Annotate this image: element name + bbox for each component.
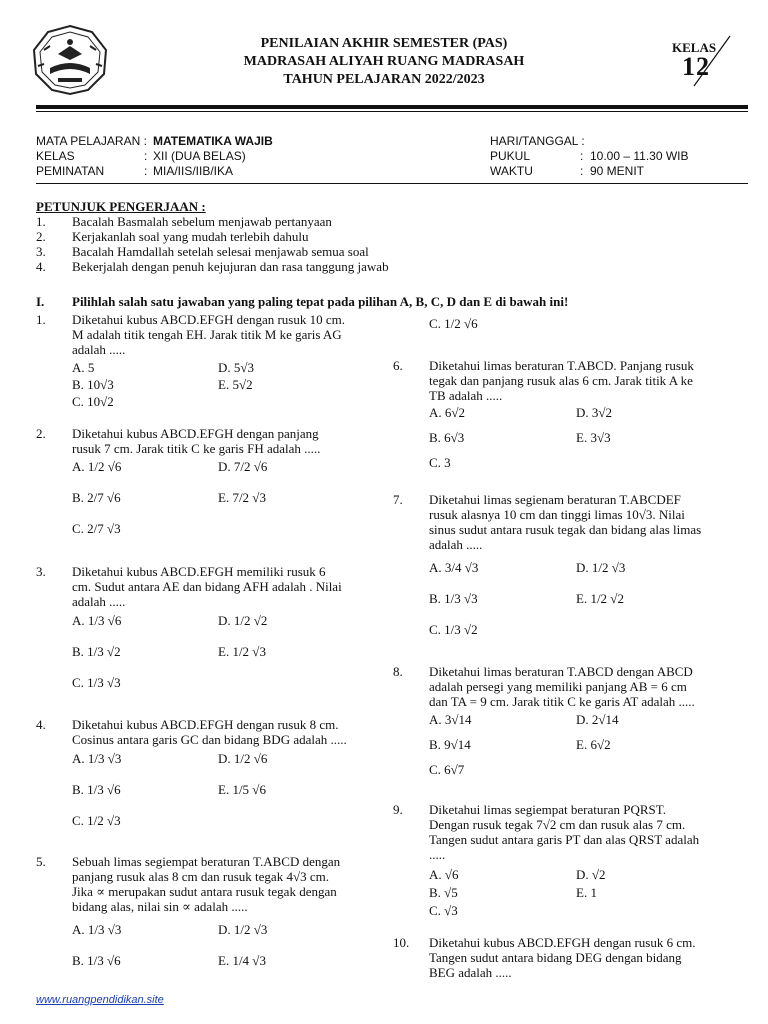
list-item: 3. Bacalah Hamdallah setelah selesai menjawab semua soal [36,244,369,259]
pukul-value: 10.00 – 11.30 WIB [590,149,689,163]
option-e[interactable]: E. 3√3 [576,430,611,445]
option-c[interactable]: C. 1/3 √3 [72,675,121,690]
header-divider-thick [36,105,748,109]
option-d[interactable]: D. 5√3 [218,360,255,375]
waktu-label: WAKTU [490,164,533,178]
mapel-value: MATEMATIKA WAJIB [153,134,273,148]
option-c[interactable]: C. 1/2 √3 [72,813,121,828]
waktu-value: 90 MENIT [590,164,645,178]
option-e[interactable]: E. 1/2 √3 [218,644,266,659]
option-e[interactable]: E. 1/5 √6 [218,782,266,797]
kelas-number: 12 [682,52,710,81]
option-e[interactable]: E. 6√2 [576,737,611,752]
option-c[interactable]: C. 10√2 [72,394,114,409]
question-10: 10. Diketahui kubus ABCD.EFGH dengan rusuk 6 cm. Tangen sudut antara bidang DEG dengan bidang BEG adalah ..... [393,935,696,980]
colon: : [144,149,148,163]
kelas-badge [672,40,742,90]
section-number: I. [36,294,45,309]
option-c[interactable]: C. 3 [429,455,451,470]
option-d[interactable]: D. 7/2 √6 [218,459,268,474]
question-4: 4. Diketahui kubus ABCD.EFGH dengan rusuk 8 cm. Cosinus antara garis GC dan bidang BDG adalah ..... [36,717,347,747]
option-d[interactable]: D. √2 [576,867,606,882]
option-a[interactable]: A. 3/4 √3 [429,560,479,575]
peminatan-value: MIA/IIS/IIB/IKA [153,164,234,178]
question-3: 3. Diketahui kubus ABCD.EFGH memiliki rusuk 6 cm. Sudut antara AE dan bidang AFH adalah . Nilai adalah ..... [36,564,342,609]
option-d[interactable]: D. 1/2 √6 [218,751,268,766]
question-6: 6. Diketahui limas beraturan T.ABCD. Panjang rusuk tegak dan panjang rusuk alas 6 cm. Jarak titik A ke TB adalah ..... [393,358,694,403]
option-a[interactable]: A. √6 [429,867,459,882]
option-a[interactable]: A. 1/3 √3 [72,751,122,766]
question-8: 8. Diketahui limas beraturan T.ABCD dengan ABCD adalah persegi yang memiliki panjang AB = 6 cm dan TA = 9 cm. Jarak titik C ke garis AT adalah ..... [393,664,695,709]
option-c[interactable]: C. √3 [429,903,458,918]
kelas-info-value: XII (DUA BELAS) [153,149,246,163]
option-d[interactable]: D. 1/2 √3 [576,560,626,575]
option-d[interactable]: D. 3√2 [576,405,613,420]
option-b[interactable]: B. 9√14 [429,737,471,752]
option-a[interactable]: A. 3√14 [429,712,472,727]
colon: : [580,149,584,163]
option-b[interactable]: B. 2/7 √6 [72,490,121,505]
option-e[interactable]: E. 1 [576,885,597,900]
kelas-label: KELAS [672,40,717,55]
footer-website-link[interactable]: www.ruangpendidikan.site [36,994,164,1006]
question-7: 7. Diketahui limas segienam beraturan T.ABCDEF rusuk alasnya 10 cm dan tinggi limas 10√3. Nilai sinus sudut antara rusuk tegak dan bidang alas limas adalah ..... [393,492,702,552]
option-d[interactable]: D. 2√14 [576,712,619,727]
option-e[interactable]: E. 7/2 √3 [218,490,266,505]
pukul-label: PUKUL [490,149,531,163]
hari-label: HARI/TANGGAL : [490,134,585,148]
petunjuk-title: PETUNJUK PENGERJAAN : [36,199,206,214]
mapel-label: MATA PELAJARAN : [36,134,147,148]
option-b[interactable]: B. √5 [429,885,458,900]
question-1: 1. Diketahui kubus ABCD.EFGH dengan rusuk 10 cm. M adalah titik tengah EH. Jarak titik M ke garis AG adalah ..... [36,312,345,357]
option-e[interactable]: E. 5√2 [218,377,253,392]
option-e[interactable]: E. 1/4 √3 [218,953,266,968]
option-c[interactable]: C. 2/7 √3 [72,521,121,536]
option-d[interactable]: D. 1/2 √3 [218,922,268,937]
exam-info [36,134,748,179]
info-divider [36,183,748,184]
question-2: 2. Diketahui kubus ABCD.EFGH dengan panjang rusuk 7 cm. Jarak titik C ke garis FH adalah ..... [36,426,321,456]
option-b[interactable]: B. 10√3 [72,377,114,392]
option-a[interactable]: A. 5 [72,360,95,375]
option-a[interactable]: A. 1/3 √3 [72,922,122,937]
petunjuk-list [36,214,389,274]
colon: : [580,164,584,178]
question-5: 5. Sebuah limas segiempat beraturan T.ABCD dengan panjang rusuk alas 8 cm dan rusuk tegak 4√3 cm. Jika ∝ merupakan sudut antara rusuk tegak dengan bidang alas, nilai sin ∝ adalah ..... [36,854,341,914]
slash-line-icon [672,34,742,88]
kelas-info-label: KELAS [36,149,75,163]
option-e[interactable]: E. 1/2 √2 [576,591,624,606]
option-b[interactable]: B. 1/3 √6 [72,782,121,797]
colon: : [144,164,148,178]
option-c[interactable]: C. 1/2 √6 [429,316,478,331]
list-item: 1. Bacalah Basmalah sebelum menjawab pertanyaan [36,214,332,229]
option-b[interactable]: B. 1/3 √6 [72,953,121,968]
peminatan-label: PEMINATAN [36,164,105,178]
list-item: 4. Bekerjalah dengan penuh kejujuran dan rasa tanggung jawab [36,259,389,274]
option-a[interactable]: A. 1/3 √6 [72,613,122,628]
option-a[interactable]: A. 6√2 [429,405,466,420]
option-d[interactable]: D. 1/2 √2 [218,613,268,628]
exam-title: PENILAIAN AKHIR SEMESTER (PAS) [260,36,508,51]
school-name: MADRASAH ALIYAH RUANG MADRASAH [243,54,525,69]
academic-year: TAHUN PELAJARAN 2022/2023 [283,72,485,87]
option-c[interactable]: C. 1/3 √2 [429,622,478,637]
header-divider-thin [36,111,748,112]
question-9: 9. Diketahui limas segiempat beraturan PQRST. Dengan rusuk tegak 7√2 cm dan rusuk alas 7 cm. Tangen sudut antara garis PT dan alas QRST adalah ..... [393,802,700,862]
option-a[interactable]: A. 1/2 √6 [72,459,122,474]
option-c[interactable]: C. 6√7 [429,762,465,777]
option-b[interactable]: B. 1/3 √2 [72,644,121,659]
section-instruction: Pilihlah salah satu jawaban yang paling tepat pada pilihan A, B, C, D dan E di bawah ini! [72,294,569,309]
option-b[interactable]: B. 1/3 √3 [429,591,478,606]
option-b[interactable]: B. 6√3 [429,430,465,445]
list-item: 2. Kerjakanlah soal yang mudah terlebih dahulu [36,229,309,244]
